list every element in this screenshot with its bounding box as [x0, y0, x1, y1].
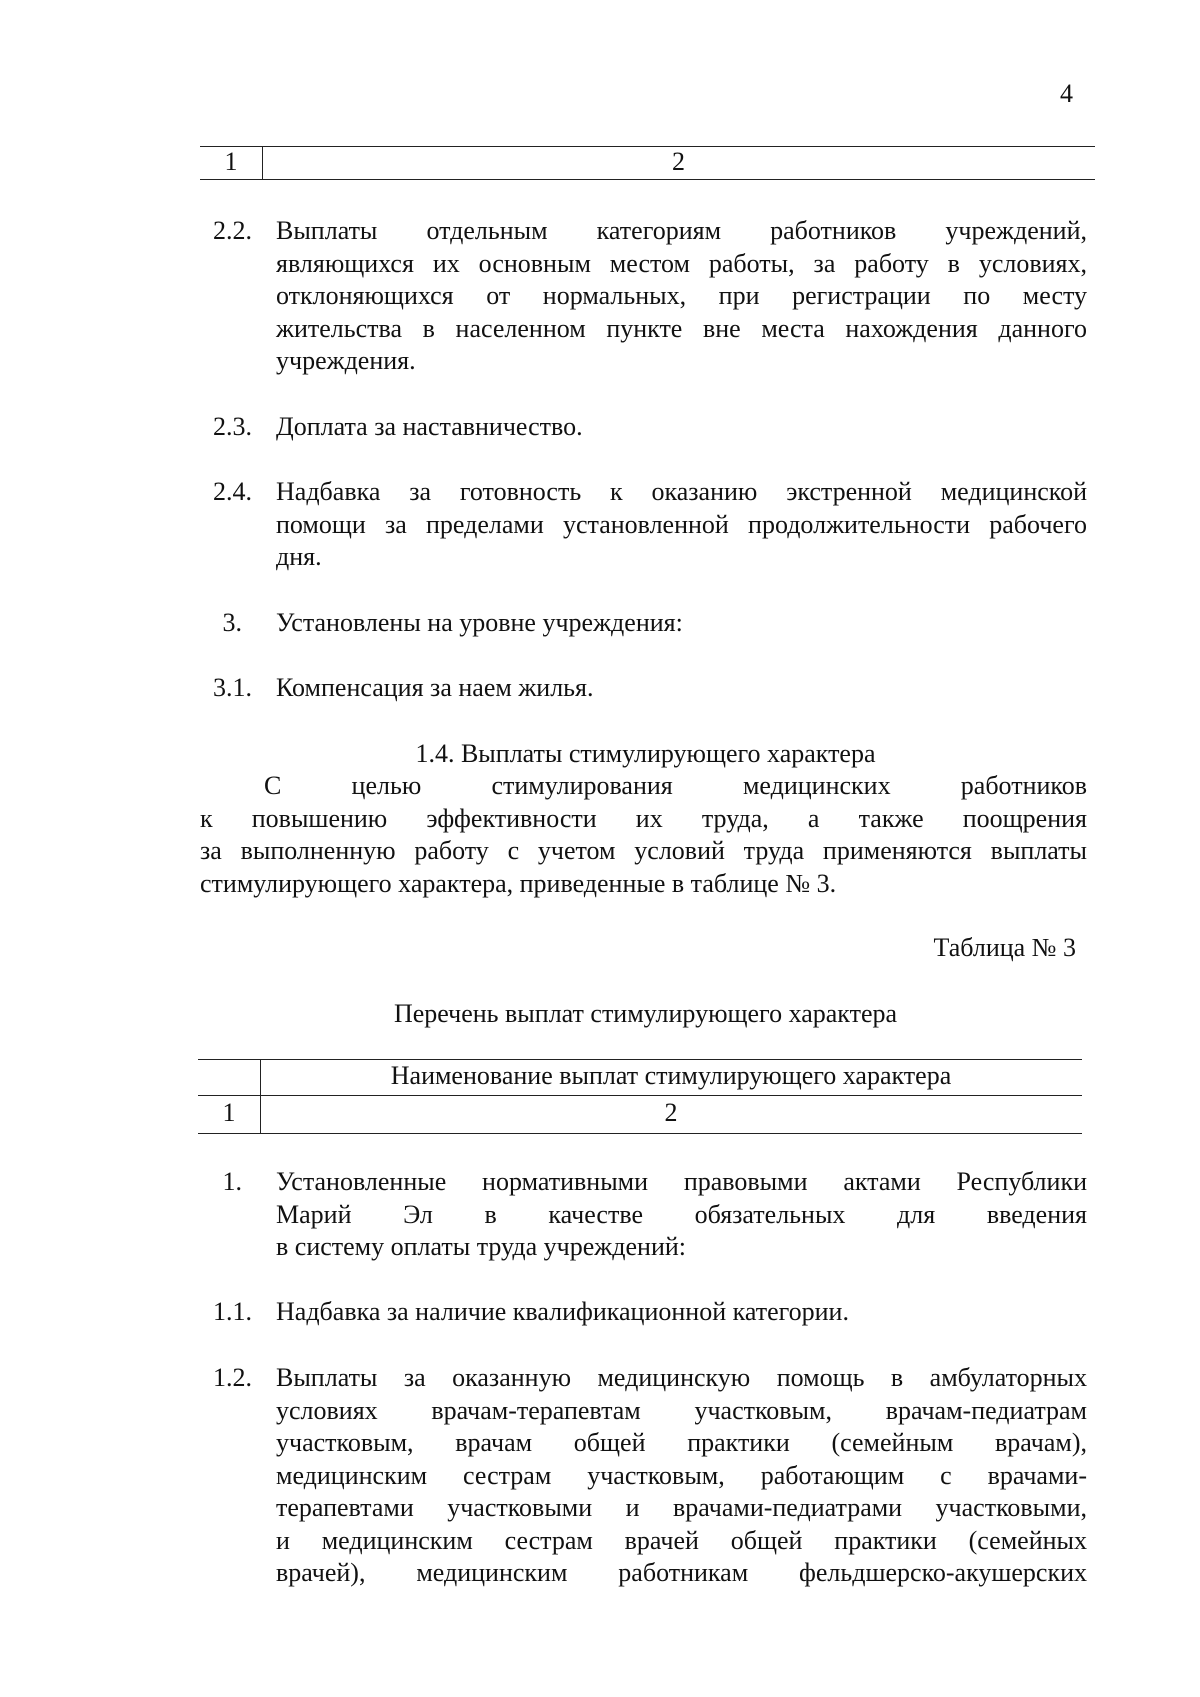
row-number: 1.1. [213, 1297, 252, 1326]
column-number-1: 1 [224, 147, 238, 176]
row-text: Доплата за наставничество. [276, 412, 583, 441]
section-paragraph [200, 770, 1087, 900]
row-text: Надбавка за наличие квалификационной категории. [276, 1297, 849, 1326]
text-line: являющихся их основным местом работы, за работу в условиях, [276, 248, 1087, 278]
text-line: Марий Эл в качестве обязательных для введения [276, 1199, 1087, 1229]
row-text [276, 476, 1087, 574]
row-text: Установлены на уровне учреждения: [276, 608, 683, 637]
table-label: Таблица № 3 [933, 933, 1076, 962]
row-number: 1.2. [213, 1363, 252, 1392]
text-line: медицинским сестрам участковым, работающим с врачами- [276, 1460, 1087, 1490]
row-text [276, 1362, 1087, 1590]
text-line: Установленные нормативными правовыми актами Республики [276, 1167, 1087, 1196]
section-title: 1.4. Выплаты стимулирующего характера [415, 739, 876, 768]
text-line: и медицинским сестрам врачей общей практики (семейных [276, 1525, 1087, 1555]
text-line: к повышению эффективности их труда, а также поощрения [200, 803, 1087, 833]
text-line: условиях врачам-терапевтам участковым, врачам-педиатрам [276, 1395, 1087, 1425]
column-title: Наименование выплат стимулирующего характера [390, 1061, 952, 1090]
column-number-1: 1 [222, 1098, 236, 1127]
text-line: за выполненную работу с учетом условий труда применяются выплаты [200, 836, 1087, 865]
table-caption: Перечень выплат стимулирующего характера [393, 999, 898, 1028]
row-number: 3. [222, 608, 242, 637]
table-header [198, 1059, 1082, 1134]
row-text [276, 215, 1087, 378]
header-divider [198, 1095, 1082, 1096]
page-number: 4 [1060, 79, 1073, 108]
text-line: Выплаты за оказанную медицинскую помощь в амбулаторных [276, 1363, 1087, 1392]
text-line: дня. [276, 542, 322, 571]
text-line: жительства в населенном пункте вне места нахождения данного [276, 313, 1087, 343]
text-line: Выплаты отдельным категориям работников учреждений, [276, 216, 1087, 245]
text-line: учреждения. [276, 346, 416, 375]
text-line: стимулирующего характера, приведенные в таблице № 3. [200, 868, 837, 898]
row-number: 1. [222, 1167, 242, 1196]
row-text [276, 1166, 1087, 1264]
row-number: 3.1. [213, 673, 252, 702]
text-line: в систему оплаты труда учреждений: [276, 1232, 686, 1261]
text-line: Надбавка за готовность к оказанию экстренной медицинской [276, 477, 1087, 506]
row-number: 2.2. [213, 216, 252, 245]
text-line: отклоняющихся от нормальных, при регистрации по месту [276, 281, 1087, 310]
text-line: терапевтами участковыми и врачами-педиатрами участковыми, [276, 1493, 1087, 1522]
row-text: Компенсация за наем жилья. [276, 673, 594, 702]
text-line: врачей), медицинским работникам фельдшерско-акушерских [276, 1558, 1087, 1587]
text-line: помощи за пределами установленной продолжительности рабочего [276, 509, 1087, 539]
text-line: участковым, врачам общей практики (семейным врачам), [276, 1428, 1087, 1457]
row-number: 2.3. [213, 412, 252, 441]
row-number: 2.4. [213, 477, 252, 506]
continuation-table-header [200, 146, 1095, 180]
column-number-2: 2 [664, 1098, 678, 1127]
text-line: С целью стимулирования медицинских работников [264, 771, 1087, 800]
column-number-2: 2 [672, 147, 685, 176]
